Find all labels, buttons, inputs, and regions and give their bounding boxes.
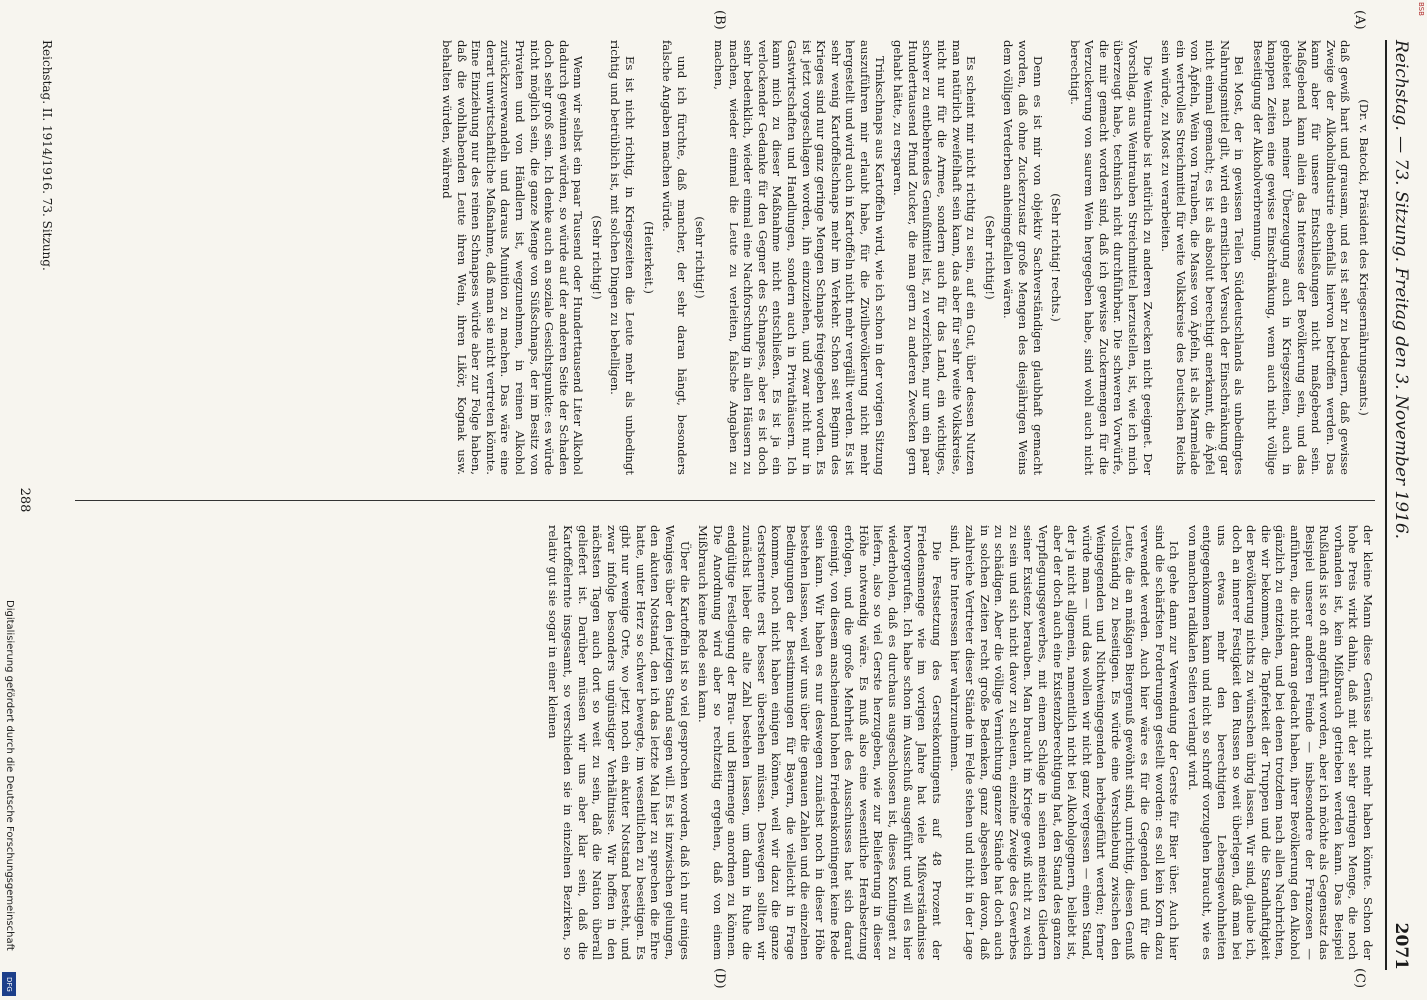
column-divider [75, 500, 1375, 501]
marker-a: (A) [1352, 10, 1367, 30]
interjection: (Sehr richtig!) [982, 215, 997, 300]
paragraph: der kleine Mann diese Genüsse nicht mehr haben könnte. Schon der hohe Preis wirkt dahin, daß mit der sehr geringen Menge, die noch vorhanden ist, kein Mißbrauch getrieben werden kann. Das Beispiel Rußlands ist so oft angeführt worden, aber ich möchte als Gegensatz das Beispiel unserer anderen Feinde — insbesondere der Franzosen — anführen, die nicht daran gedacht haben, ihrer Bevölkerung den Alkohol gänzlich zu entziehen, und bei denen trotzdem nach allen Nachrichten, die wir bekommen, die Tapferkeit der Truppen und die Standhaftigkeit der Bevölkerung nichts zu wünschen übrig lassen. Wir sind, glaube ich, doch an innerer Festigkeit den Russen so weit überlegen, daß man bei uns etwas mehr den berechtigten Lebensgewohnheiten entgegenkommen kann und nicht so schroff vorzugehen braucht, wie es von manchen radikalen Seiten verlangt wird. [1185, 525, 1375, 960]
credit-text: Digitalisierung gefördert durch die Deutsche Forschungsgemeinschaft [4, 600, 15, 951]
paragraph: Es ist nicht richtig, in Kriegszeiten die Leute mehr als unbedingt richtig und betrüblich ist, mit solchen Dingen zu behelligen. [608, 40, 638, 475]
marker-c: (C) [1352, 968, 1367, 989]
paragraph: und ich fürchte, daß mancher, der sehr daran hängt, besonders falsche Angaben machen würde. [660, 40, 689, 475]
paragraph: Ich gehe dann zur Verwendung der Gerste für Bier über. Auch hier sind die schärfsten Forderungen gestellt worden: es soll kein Korn dazu verwendet werden. Auch hier wäre es für die Gegenden und für die Leute, die an mäßigen Biergenuß gewöhnt sind, unrichtig, diesen Genuß vollständig zu beseitigen. Es würde eine Verschiebung zwischen den Weingegenden und Nichtweingegenden herbeigeführt werden; ferner würde man — und das wollen wir nicht ganz vergessen — einen Stand, der ja nicht allgemein, namentlich nicht bei Alkoholgegnern, beliebt ist, aber der doch auch eine Existenzberechtigung hat, den Stand des ganzen Verpflegungsgewerbes, mit einem Schlage in seinen meisten Gliedern seiner Existenz berauben. Man braucht im Kriege gewiß nicht zu weich zu sein und sich nicht davor zu scheuen, einzelne Zweige des Gewerbes zu schädigen. Aber die völlige Vernichtung ganzer Stände hat doch auch in solchen Zeiten recht große Bedenken, ganz abgesehen davon, daß zahlreiche Vertreter dieser Stände im Felde stehen und nicht in der Lage sind, ihre Interessen hier wahrzunehmen. [948, 525, 1182, 960]
bsb-logo: BSB [1417, 2, 1425, 16]
paragraph: Es scheint mir nicht richtig zu sein, auf ein Gut, über dessen Nutzen man natürlich zweifelhaft sein kann, das aber für sehr weite Volkskreise, nicht nur für die Armee, sondern auch für das Land, ein wichtiges, schwer zu entbehrendes Genußmittel ist, zu verzichten, nur um ein paar Hunderttausend Pfund Zucker, die man gern zu anderen Zwecken gern gehabt hätte, zu ersparen. [891, 40, 979, 475]
interjection: (sehr richtig!) [693, 216, 708, 299]
page-number-footer: 288 [17, 487, 32, 513]
dfg-logo: DFG [2, 972, 16, 996]
marker-d: (D) [712, 968, 727, 989]
interjection: (Heiterkeit.) [641, 221, 656, 294]
footer-source: Reichstag. II. 1914/1916. 73. Sitzung. [40, 40, 54, 271]
paragraph: Die Weintraube ist natürlich zu anderen Zwecken nicht geeignet. Der Vorschlag, aus Weintrauben Streichmittel herzustellen, ist, wie ich mich überzeugt habe, technisch nicht durchführbar. Die schweren Vorwürfe, die mir gemacht worden sind, daß ich gewisse Zuckermengen für die Verzuckerung von saurem Wein hergegeben habe, sind wohl auch nicht berechtigt. [1067, 40, 1155, 475]
left-column [75, 40, 1375, 475]
paragraph: Über die Kartoffeln ist so viel gesprochen worden, daß ich nur einiges Weniges über den jetzigen Stand sagen will. Es ist inzwischen gelungen, den akuten Notstand, den ich das letzte Mal hier zu sprechen die Ehre hatte, unter Herz so schwer bewegte, im wesentlichen zu beseitigen. Es gibt nur wenige Orte, wo jetzt noch ein akuter Notstand besteht, und zwar infolge besonders ungünstiger Verhältnisse. Wir hoffen in den nächsten Tagen auch dort so weit zu sein, daß die Nation überall geliefert ist. Darüber müssen wir uns aber klar sein, daß die Kartoffelernte insgesamt, so verschieden sie in einzelnen Bezirken, so relativ gut sie sogar in einer kleinen [546, 525, 692, 960]
page-footer [32, 40, 62, 970]
paragraph: Die Festsetzung des Gerstekontingents auf 48 Prozent der Friedensmenge wie im vorigen Jahre hat viele Mißverständnisse hervorgerufen. Ich habe schon im Ausschuß ausgeführt und will es hier wiederholen, daß es durchaus ausgeschlossen ist, dieses Kontingent zu liefern, also so viel Gerste herzugeben, wie zur Belieferung in dieser Höhe notwendig wäre. Es muß also eine wesentliche Herabsetzung erfolgen, und die große Mehrheit des Ausschusses hat sich darauf geeinigt, von diesem anscheinend hohen Friedenskontingent keine Rede sein kann. Wir haben es nur deswegen zunächst noch in dieser Höhe bestehen lassen, weil wir uns über die genauen Zahlen und die einzelnen Bedingungen der Bestimmungen für Bayern, die vielleicht in Frage kommen, noch nicht haben einigen können, weil wir dazu die ganze Gerstenernte erst besser übersehen müssen. Deswegen sollten wir zunächst lieber die alte Zahl bestehen lassen, um dann in Ruhe die endgültige Festlegung der Brau- und Biermenge anordnen zu können. Die Anordnung wird aber so rechtzeitig ergehen, daß von einem Mißbrauch keine Rede sein kann. [696, 525, 944, 960]
right-column [75, 525, 1375, 960]
speaker-line: (Dr. v. Batocki, Präsident des Kriegsernährungsamts.) [1357, 99, 1371, 416]
paragraph: Bei Most, der in gewissen Teilen Süddeutschlands als unbedingtes Nahrungsmittel gilt, wird ein ernstlicher Versuch der Einschränkung gar nicht einmal gemacht; es ist als absolut berechtigt anerkannt, die Äpfel von Äpfeln, Wein von Trauben, die Masse von Äpfeln, ist als Marmelade ein wertvolles Streichmittel für weite Volkskreise des Deutschen Reichs sein würde, zu Most zu verarbeiten. [1159, 40, 1247, 475]
page-number-header: 2071 [1391, 922, 1411, 970]
paragraph: Trinkschnaps aus Kartoffeln wird, wie ich schon in der vorigen Sitzung auszuführen mir erlaubt habe, für die Zivilbevölkerung nicht mehr hergestellt und wird auch in Kartoffeln nicht mehr vergällt werden. Es ist sehr wenig Kartoffelschnaps mehr im Verkehr. Schon seit Beginn des Krieges sind nur ganz geringe Mengen Schnaps freigegeben worden. Es ist jetzt vorgeschlagen worden, ihn einzuziehen, und zwar nicht nur in Gastwirtschaften und Handlungen, sondern auch in Privathäusern. Ich kann mich zu dieser Maßnahme nicht entschließen. Es ist ja ein verlockender Gedanke für den Gegner des Schnapses, aber es ist doch sehr bedenklich, wieder einmal eine Nachforschung in allen Häusern zu machen, wieder einmal die Leute zu verleiten, falsche Angaben zu machen, [712, 40, 887, 475]
paragraph: Wenn wir selbst ein paar Tausend oder Hunderttausend Liter Alkohol dadurch gewinnen würden, so würde auf der anderen Seite der Schaden doch sehr groß sein. Ich denke auch an soziale Gesichtspunkte: es würde nicht möglich sein, die ganze Menge von Süßschnaps, der im Besitz von Privaten und von Händlern ist, wegzunehmen, in reinen Alkohol zurückzuverwandeln und daraus Munition zu machen. Das wäre eine derart unwirtschaftliche Maßnahme, daß man sie nicht vertreten könnte. Eine Einziehung nur des reinen Schnapses würde aber zur Folge haben, daß die wohlhabenden Leute ihren Wein, ihren Likör, Kognak usw. behalten würden, während [439, 40, 586, 475]
page-header [1385, 40, 1415, 970]
digitization-credit [2, 600, 16, 1000]
paragraph: daß gewiß hart und grausam, und es ist sehr zu bedauern, daß gewisse Zweige der Alkoholindustrie ebenfalls hiervon betroffen werden. Das kann aber für unsere Entschließungen nicht maßgebend sein. Maßgebend kann allein das Interesse der Bevölkerung sein, und das gebietet nach meiner Überzeugung auch in Kriegszeiten, auch in knappen Zeiten eine gewisse Einschränkung, wenn auch nicht völlige Beseitigung der Alkoholverbrennung. [1250, 40, 1353, 475]
paragraph: Denn es ist mir von objektiv Sachverständigen glaubhaft gemacht worden, daß ohne Zuckerzusatz große Mengen des diesjährigen Weins dem völligen Verderben anheimgefallen wären. [1001, 40, 1045, 475]
header-title: Reichstag. — 73. Sitzung. Freitag den 3. November 1916. [1391, 40, 1411, 540]
interjection: (Sehr richtig! rechts.) [1049, 193, 1064, 322]
interjection: (Sehr richtig!) [589, 215, 604, 300]
marker-b: (B) [712, 10, 727, 30]
